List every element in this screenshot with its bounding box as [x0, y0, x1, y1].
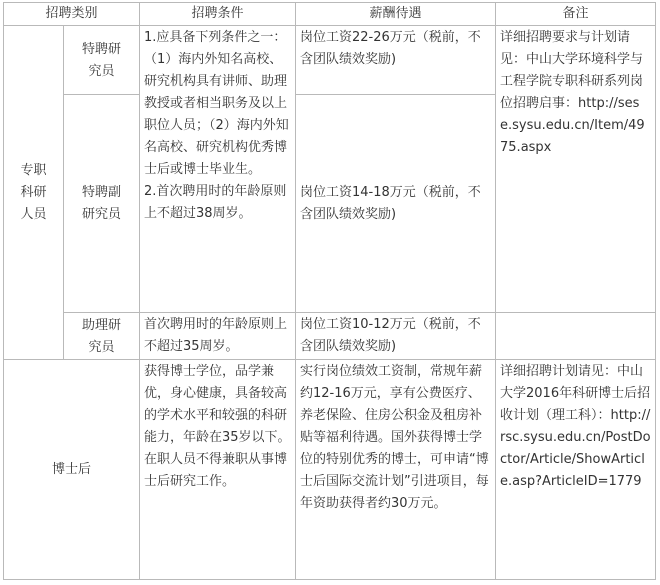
salary-postdoc: 实行岗位绩效工资制，常规年薪约12-16万元，享有公费医疗、养老保险、住房公积金及租房补贴等福利待遇。国外获得博士学位的特别优秀的博士，可申请“博士后国际交流计划”引进项目，每年资助获得者约30万元。: [296, 360, 496, 580]
salary-distinguished-researcher: 岗位工资22-26万元（税前，不含团队绩效奖励): [296, 26, 496, 95]
header-conditions: 招聘条件: [140, 3, 296, 26]
note-research-staff: 详细招聘要求与计划请见：中山大学环境科学与工程学院专职科研系列岗位招聘启事：http://sese.sysu.edu.cn/Item/4975.aspx: [496, 26, 656, 313]
subtype-assistant-researcher: 助理研 究员: [64, 313, 140, 360]
table-header-row: [4, 3, 656, 26]
header-salary: 薪酬待遇: [296, 3, 496, 26]
table-row: [4, 360, 656, 580]
category-research-staff: 专职 科研 人员: [4, 26, 64, 360]
conditions-researcher: 1.应具备下列条件之一：（1）海内外知名高校、研究机构具有讲师、助理教授或者相当职务及以上职位人员；（2）海内外知名高校、研究机构优秀博士后或博士毕业生。 2.首次聘用时的年龄原则上不超过38周岁。: [140, 26, 296, 313]
subtype-associate-researcher: 特聘副 研究员: [64, 95, 140, 313]
note-postdoc: 详细招聘计划请见：中山大学2016年科研博士后招收计划（理工科）：http://rsc.sysu.edu.cn/PostDoctor/Article/ShowArticle.asp?ArticleID=1779: [496, 360, 656, 580]
note-empty: [496, 313, 656, 360]
recruitment-table: [3, 2, 656, 580]
table-row: [4, 26, 656, 95]
table-row: [4, 313, 656, 360]
salary-assistant-researcher: 岗位工资10-12万元（税前，不含团队绩效奖励): [296, 313, 496, 360]
salary-associate-researcher: 岗位工资14-18万元（税前，不含团队绩效奖励): [296, 95, 496, 313]
category-postdoc: 博士后: [4, 360, 140, 580]
conditions-assistant: 首次聘用时的年龄原则上不超过35周岁。: [140, 313, 296, 360]
subtype-distinguished-researcher: 特聘研 究员: [64, 26, 140, 95]
conditions-postdoc: 获得博士学位，品学兼优，身心健康，具备较高的学术水平和较强的科研能力，年龄在35岁以下。在职人员不得兼职从事博士后研究工作。: [140, 360, 296, 580]
header-category: 招聘类别: [4, 3, 140, 26]
header-notes: 备注: [496, 3, 656, 26]
